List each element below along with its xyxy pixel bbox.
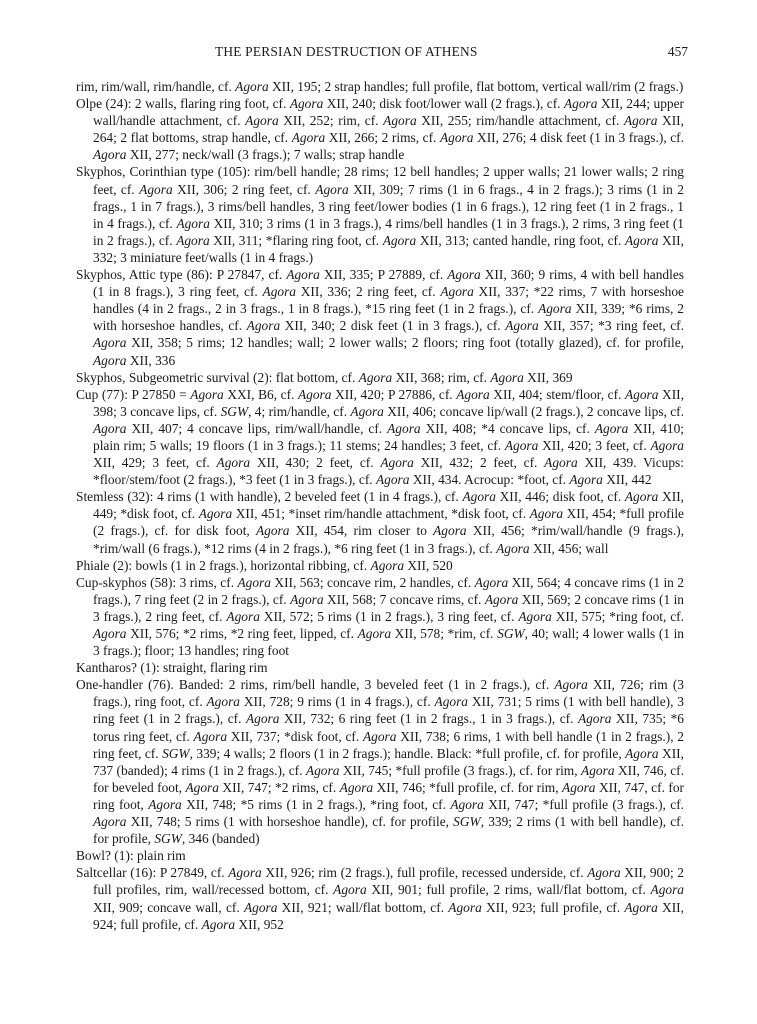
catalog-entry-cup: Cup (77): P 27850 = Agora XXI, B6, cf. Agora XII, 420; P 27886, cf. Agora XII, 404; stem/floor, cf. Agora XII, 398; 3 concave lips, cf. SGW, 4; rim/handle, cf. Agora XII, 406; concave lip/wall (2 frags.), 2 concave lips, cf. Agora XII, 407; 4 concave lips, rim/wall/handle, cf. Agora XII, 408; *4 concave lips, cf. Agora XII, 410; plain rim; 5 walls; 19 floors (1 in 3 frags.); 11 stems; 24 handles; 3 feet, cf. Agora XII, 420; 3 feet, cf. Agora XII, 429; 3 feet, cf. Agora XII, 430; 2 feet, cf. Agora XII, 432; 2 feet, cf. Agora XII, 439. Vicups: *floor/stem/foot (2 frags.), *3 feet (1 in 3 frags.), cf. Agora XII, 434. Acrocup: *foot, cf. Agora XII, 442 (76, 386, 685, 488)
catalog-entry-cup-skyphos: Cup-skyphos (58): 3 rims, cf. Agora XII, 563; concave rim, 2 handles, cf. Agora XII, 564; 4 concave rims (1 in 2 frags.), 7 ring feet (2 in 2 frags.), cf. Agora XII, 568; 7 concave rims, cf. Agora XII, 569; 2 concave rims (1 in 3 frags.), 2 ring feet, cf. Agora XII, 572; 5 rims (1 in 2 frags.), 3 ring feet, cf. Agora XII, 575; *ring foot, cf. Agora XII, 576; *2 rims, *2 ring feet, lipped, cf. Agora XII, 578; *rim, cf. SGW, 40; wall; 4 lower walls (1 in 3 frags.); floor; 13 handles; ring foot (76, 574, 685, 659)
catalog-entry-stemless: Stemless (32): 4 rims (1 with handle), 2 beveled feet (1 in 4 frags.), cf. Agora XII, 446; disk foot, cf. Agora XII, 449; *disk foot, cf. Agora XII, 451; *inset rim/handle attachment, *disk foot, cf. Agora XII, 454; *full profile (2 frags.), cf. for disk foot, Agora XII, 454, rim closer to Agora XII, 456; *rim/wall/handle (9 frags.), *rim/wall (6 frags.), *12 rims (4 in 2 frags.), *6 ring feet (1 in 3 frags.), cf. Agora XII, 456; wall (76, 489, 685, 556)
catalog-entry-skyphos-corinthian: Skyphos, Corinthian type (105): rim/bell handle; 28 rims; 12 bell handles; 2 upper walls; 21 lower walls; 2 ring feet, cf. Agora XII, 306; 2 ring feet, cf. Agora XII, 309; 7 rims (1 in 6 frags., 4 in 2 frags.); 3 rims (1 in 2 frags., 1 in 7 frags.), 3 rims/bell handles, 3 ring feet/lower bodies (1 in 6 frags.), 12 ring feet (1 in 2 frags., 1 in 4 frags.), cf. Agora XII, 310; 3 rims (1 in 3 frags.), 4 rims/bell handles (1 in 3 frags.), 2 rims, 3 ring feet (1 in 2 frags.), cf. Agora XII, 311; *flaring ring foot, cf. Agora XII, 313; canted handle, ring foot, cf. Agora XII, 332; 3 miniature feet/walls (1 in 4 frags.) (76, 164, 684, 265)
catalog-entry-phiale: Phiale (2): bowls (1 in 2 frags.), horizontal ribbing, cf. Agora XII, 520 (76, 557, 453, 573)
catalog-entry-bowl: Bowl? (1): plain rim (76, 848, 186, 864)
catalog-entry-one-handler: One-handler (76). Banded: 2 rims, rim/bell handle, 3 beveled feet (1 in 2 frags.), cf. Agora XII, 726; rim (3 frags.), ring foot, cf. Agora XII, 728; 9 rims (1 in 4 frags.), cf. Agora XII, 731; 5 rims (1 with bell handle), 3 ring feet (1 in 2 frags.), cf. Agora XII, 732; 6 ring feet (1 in 2 frags., 1 in 3 frags.), cf. Agora XII, 735; *6 torus ring feet, cf. Agora XII, 737; *disk foot, cf. Agora XII, 738; 6 rims, 1 with bell handle (1 in 2 frags.), 2 ring feet, cf. SGW, 339; 4 walls; 2 floors (1 in 2 frags.); handle. Black: *full profile, cf. for profile, Agora XII, 737 (banded); 4 rims (1 in 2 frags.), cf. Agora XII, 745; *full profile (3 frags.), cf. for rim, Agora XII, 746, cf. for beveled foot, Agora XII, 747; *2 rims, cf. Agora XII, 746; *full profile, cf. for rim, Agora XII, 747, cf. for ring foot, Agora XII, 748; *5 rims (1 in 2 frags.), *ring foot, cf. Agora XII, 747; *full profile (3 frags.), cf. Agora XII, 748; 5 rims (1 with horseshoe handle), cf. for profile, SGW, 339; 2 rims (1 with bell handle), cf. for profile, SGW, 346 (banded) (76, 677, 685, 847)
catalog-text (76, 78, 684, 933)
page-number: 457 (667, 44, 688, 59)
catalog-entry-olpe: Olpe (24): 2 walls, flaring ring foot, cf. Agora XII, 240; disk foot/lower wall (2 frags.), cf. Agora XII, 244; upper wall/handle attachment, cf. Agora XII, 252; rim, cf. Agora XII, 255; rim/handle attachment, cf. Agora XII, 264; 2 flat bottoms, strap handle, cf. Agora XII, 266; 2 rims, cf. Agora XII, 276; 4 disk feet (1 in 3 frags.), cf. Agora XII, 277; neck/wall (3 frags.); 7 walls; strap handle (76, 96, 684, 163)
catalog-entry-skyphos-attic: Skyphos, Attic type (86): P 27847, cf. Agora XII, 335; P 27889, cf. Agora XII, 360; 9 rims, 4 with bell handles (1 in 8 frags.), 3 ring feet, cf. Agora XII, 336; 2 ring feet, cf. Agora XII, 337; *22 rims, 7 with horseshoe handles (4 in 2 frags., 2 in 3 frags., 1 in 8 frags.), *15 ring feet (1 in 2 frags.), cf. Agora XII, 339; *6 rims, 2 with horseshoe handles, cf. Agora XII, 340; 2 disk feet (1 in 3 frags.), cf. Agora XII, 357; *3 ring feet, cf. Agora XII, 358; 5 rims; 12 handles; wall; 2 lower walls; 2 floors; ring foot (totally glazed), cf. for profile, Agora XII, 336 (76, 267, 685, 368)
catalog-entry-kantharos: Kantharos? (1): straight, flaring rim (76, 660, 268, 676)
running-head-title: THE PERSIAN DESTRUCTION OF ATHENS (215, 44, 478, 59)
catalog-entry-skyphos-subgeometric: Skyphos, Subgeometric survival (2): flat bottom, cf. Agora XII, 368; rim, cf. Agora XII, 369 (76, 369, 573, 385)
catalog-entry-saltcellar: Saltcellar (16): P 27849, cf. Agora XII, 926; rim (2 frags.), full profile, recessed underside, cf. Agora XII, 900; 2 full profiles, rim, wall/recessed bottom, cf. Agora XII, 901; full profile, 2 rims, wall/flat bottom, cf. Agora XII, 909; concave wall, cf. Agora XII, 921; wall/flat bottom, cf. Agora XII, 923; full profile, cf. Agora XII, 924; full profile, cf. Agora XII, 952 (76, 865, 684, 932)
catalog-entry-strap-handles: rim, rim/wall, rim/handle, cf. Agora XII, 195; 2 strap handles; full profile, flat bottom, vertical wall/rim (2 frags.) (76, 79, 684, 94)
